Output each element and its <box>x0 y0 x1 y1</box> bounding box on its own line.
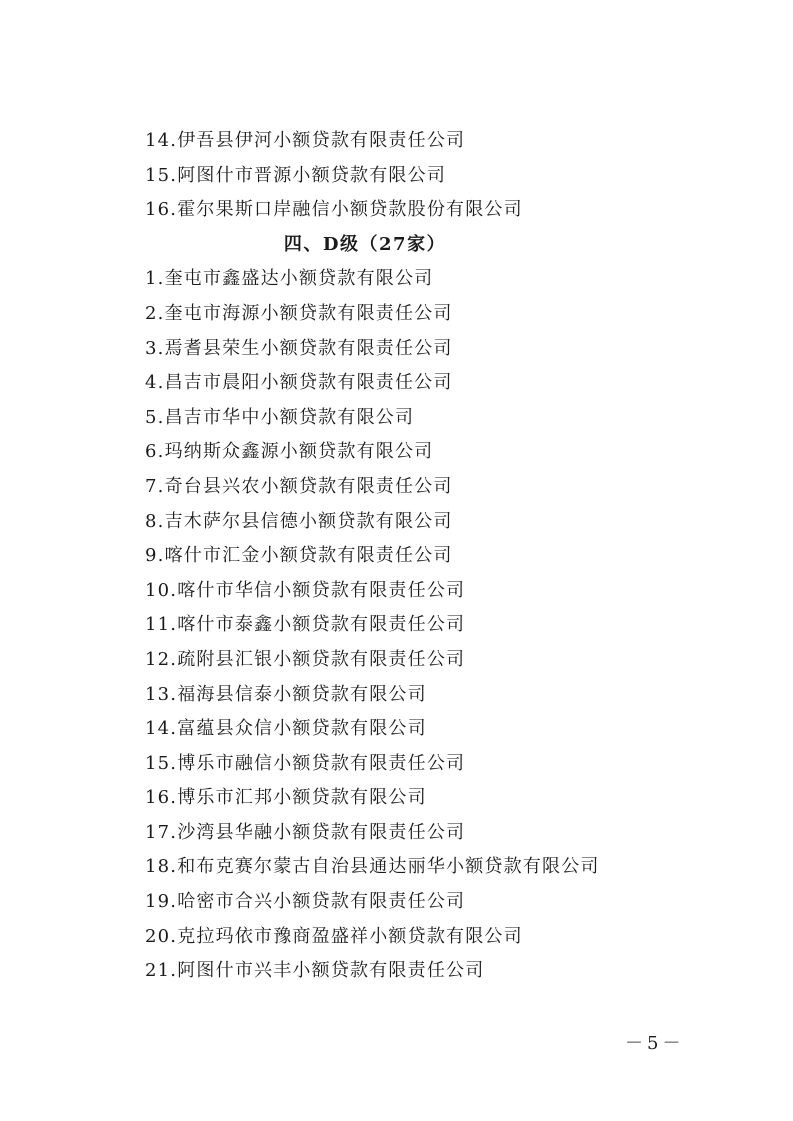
list-item: 10.喀什市华信小额贷款有限责任公司 <box>145 579 466 601</box>
section-heading: 四、D级（27家） <box>283 233 447 255</box>
list-item: 7.奇台县兴农小额贷款有限责任公司 <box>145 475 453 497</box>
company-list <box>145 124 765 989</box>
list-item: 1.奎屯市鑫盛达小额贷款有限公司 <box>145 268 434 290</box>
list-item: 8.吉木萨尔县信德小额贷款有限公司 <box>145 510 453 532</box>
list-item: 15.博乐市融信小额贷款有限责任公司 <box>145 752 466 774</box>
list-item: 2.奎屯市海源小额贷款有限责任公司 <box>145 302 453 324</box>
list-item: 14.富蕴县众信小额贷款有限公司 <box>145 718 427 740</box>
list-item: 20.克拉玛依市豫商盈盛祥小额贷款有限公司 <box>145 925 523 947</box>
list-item: 21.阿图什市兴丰小额贷款有限责任公司 <box>145 960 485 982</box>
list-item: 4.昌吉市晨阳小额贷款有限责任公司 <box>145 372 453 394</box>
list-item: 12.疏附县汇银小额贷款有限责任公司 <box>145 648 466 670</box>
list-item: 3.焉耆县荣生小额贷款有限责任公司 <box>145 337 453 359</box>
list-item: 14.伊吾县伊河小额贷款有限责任公司 <box>145 130 466 151</box>
list-item: 16.博乐市汇邦小额贷款有限公司 <box>145 787 427 809</box>
page-number: －5－ <box>625 1033 685 1054</box>
list-item: 15.阿图什市晋源小额贷款有限公司 <box>145 164 447 186</box>
list-item: 5.昌吉市华中小额贷款有限公司 <box>145 406 415 428</box>
list-item: 19.哈密市合兴小额贷款有限责任公司 <box>145 891 466 913</box>
list-item: 18.和布克赛尔蒙古自治县通达丽华小额贷款有限公司 <box>145 856 600 878</box>
list-item: 17.沙湾县华融小额贷款有限责任公司 <box>145 821 466 843</box>
list-item: 13.福海县信泰小额贷款有限公司 <box>145 683 427 705</box>
list-item: 9.喀什市汇金小额贷款有限责任公司 <box>145 545 453 567</box>
list-item: 11.喀什市泰鑫小额贷款有限责任公司 <box>145 614 466 636</box>
list-item: 6.玛纳斯众鑫源小额贷款有限公司 <box>145 441 434 463</box>
list-item: 16.霍尔果斯口岸融信小额贷款股份有限公司 <box>145 199 523 221</box>
